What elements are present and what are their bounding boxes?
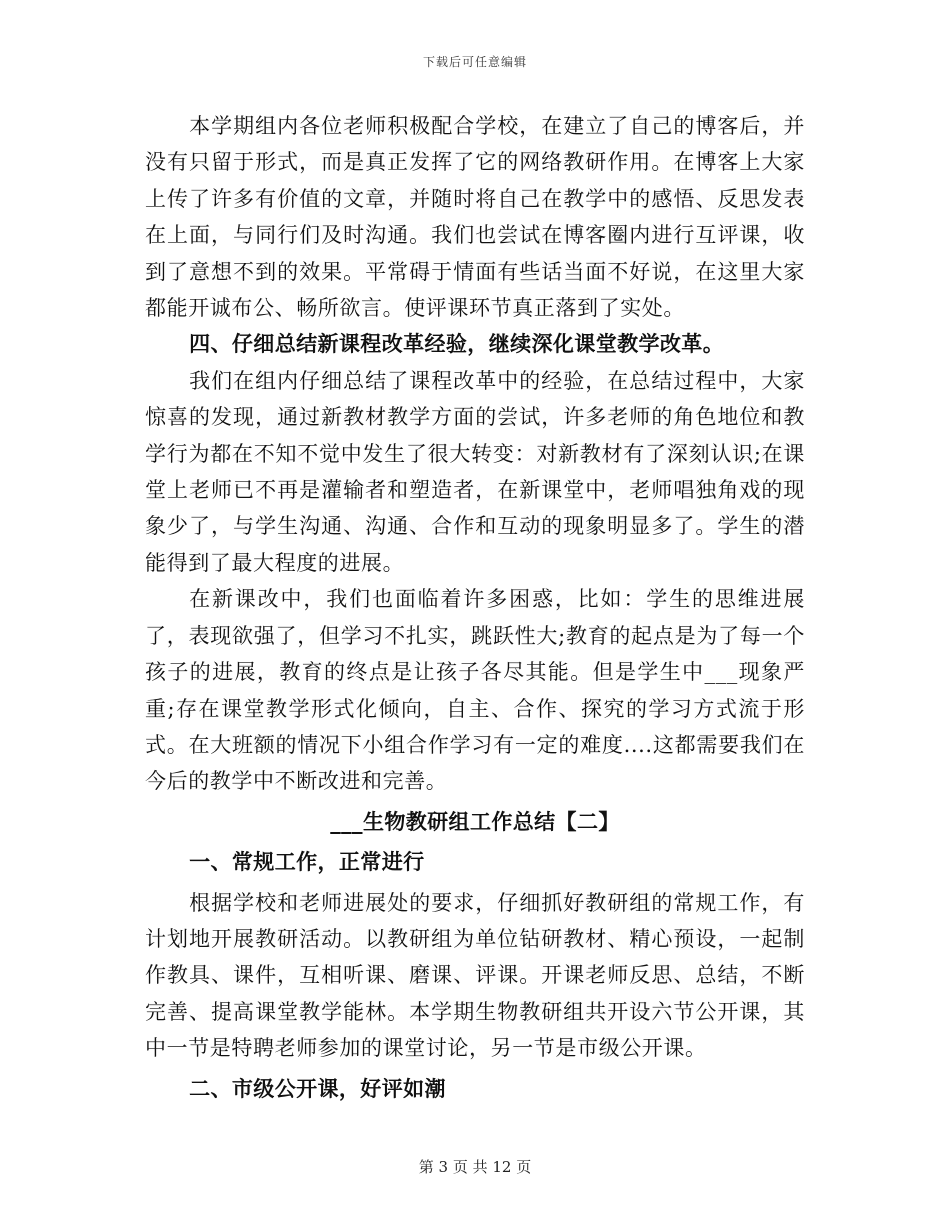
paragraph-routine-work: 根据学校和老师进展处的要求，仔细抓好教研组的常规工作，有计划地开展教研活动。以教研组为单位钻研教材、精心预设，一起制作教具、课件，互相听课、磨课、评课。开课老师反思、总结，不断完善、提高课堂教学能林。本学期生物教研组共开设六节公开课，其中一节是特聘老师参加的课堂讨论，另一节是市级公开课。 [145,890,805,1061]
heading-public-class: 二、市级公开课，好评如潮 [189,1076,446,1101]
paragraph-blog: 本学期组内各位老师积极配合学校，在建立了自己的博客后，并没有只留于形式，而是真正发挥了它的网络教研作用。在博客上大家上传了许多有价值的文章，并随时将自己在教学中的感悟、反思发表在上面，与同行们及时沟通。我们也尝试在博客圈内进行互评课，收到了意想不到的效果。平常碍于情面有些话当面不好说，在这里大家都能开诚布公、畅所欲言。使评课环节真正落到了实处。 [145,114,805,321]
page-number: 第 3 页 共 12 页 [418,1158,532,1176]
document-body [145,108,805,1107]
heading-section-4: 四、仔细总结新课程改革经验，继续深化课堂教学改革。 [189,332,725,357]
page-header-note: 下载后可任意编辑 [422,55,527,69]
paragraph-challenges: 在新课改中，我们也面临着许多困惑，比如：学生的思维进展了，表现欲强了，但学习不扎实，跳跃性大;教育的起点是为了每一个孩子的进展，教育的终点是让孩子各尽其能。但是学生中___现象严重;存在课堂教学形式化倾向，自主、合作、探究的学习方式流于形式。在大班额的情况下小组合作学习有一定的难度....这都需要我们在今后的教学中不断改进和完善。 [145,587,805,794]
section-title-part-two: ___生物教研组工作总结【二】 [330,809,620,834]
paragraph-summary: 我们在组内仔细总结了课程改革中的经验，在总结过程中，大家惊喜的发现，通过新教材教学方面的尝试，许多老师的角色地位和教学行为都在不知不觉中发生了很大转变：对新教材有了深刻认识;在课堂上老师已不再是灌输者和塑造者，在新课堂中，老师唱独角戏的现象少了，与学生沟通、沟通、合作和互动的现象明显多了。学生的潜能得到了最大程度的进展。 [145,368,805,575]
heading-routine-work: 一、常规工作，正常进行 [189,850,425,875]
